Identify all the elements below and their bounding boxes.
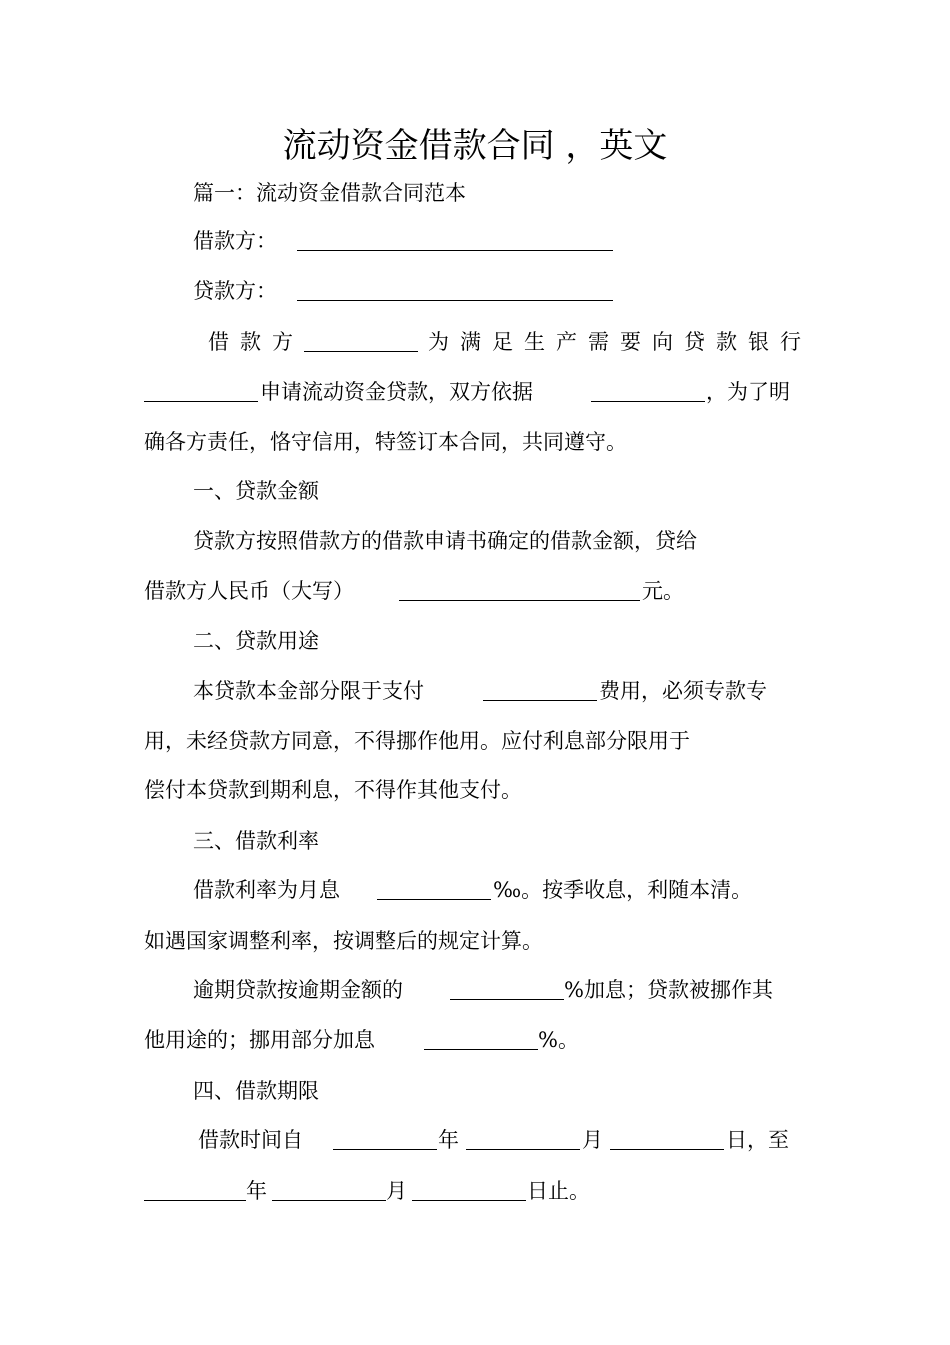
section3-line1b: ‰。按季收息，利随本清。 (493, 878, 753, 902)
section4-line1d: 日，至 (726, 1128, 789, 1152)
intro-text-b: 为满足生产需要向贷款银行 (428, 330, 812, 354)
borrower-label: 借款方： (193, 229, 277, 253)
section3-misuse-blank (424, 1027, 538, 1050)
intro-text-d: ，为了明 (706, 380, 790, 404)
lender-label: 贷款方： (193, 279, 277, 303)
borrower-blank (297, 228, 613, 251)
section4-line1c: 月 (582, 1128, 603, 1152)
section4-line2d: 日止。 (527, 1179, 590, 1203)
intro-blank-3 (591, 379, 705, 402)
section3-line1a: 借款利率为月息 (193, 878, 340, 902)
section3-line3b: %加息；贷款被挪作其 (564, 978, 773, 1002)
start-year-blank (333, 1127, 437, 1150)
intro-text-c: 申请流动资金贷款，双方依据 (260, 380, 533, 404)
section2-line1b: 费用，必须专款专 (599, 679, 767, 703)
section2-purpose-blank (483, 678, 597, 701)
section4-heading: 四、借款期限 (193, 1079, 319, 1103)
start-day-blank (610, 1127, 724, 1150)
intro-blank-1 (304, 329, 418, 352)
section1-line2b: 元。 (642, 579, 684, 603)
section4-line1a: 借款时间自 (198, 1128, 303, 1152)
section3-heading: 三、借款利率 (193, 829, 319, 853)
end-year-blank (144, 1178, 246, 1201)
section4-line2b: 年 (246, 1179, 267, 1203)
lender-blank (297, 278, 613, 301)
lender-line (193, 276, 277, 306)
start-month-blank (466, 1127, 580, 1150)
section2-line2: 用，未经贷款方同意，不得挪作他用。应付利息部分限用于 (144, 729, 690, 753)
section3-line4b: %。 (538, 1028, 579, 1052)
end-month-blank (272, 1178, 386, 1201)
section3-line3a: 逾期贷款按逾期金额的 (193, 978, 403, 1002)
section1-line2a: 借款方人民币（大写） (144, 579, 354, 603)
intro-blank-2 (144, 379, 258, 402)
section3-line2: 如遇国家调整利率，按调整后的规定计算。 (144, 929, 543, 953)
section3-rate-blank (377, 877, 491, 900)
section1-line1: 贷款方按照借款方的借款申请书确定的借款金额，贷给 (193, 529, 697, 553)
intro-text-e: 确各方责任，恪守信用，特签订本合同，共同遵守。 (144, 430, 627, 454)
intro-text-a: 借款方 (208, 330, 304, 354)
section3-overdue-blank (450, 977, 564, 1000)
subtitle: 篇一：流动资金借款合同范本 (193, 181, 466, 205)
end-day-blank (412, 1178, 526, 1201)
section4-line2c: 月 (386, 1179, 407, 1203)
borrower-line (193, 226, 277, 256)
section2-line3: 偿付本贷款到期利息，不得作其他支付。 (144, 778, 522, 802)
section1-heading: 一、贷款金额 (193, 479, 319, 503)
document-title: 流动资金借款合同 ，英文 (282, 126, 668, 166)
section2-line1a: 本贷款本金部分限于支付 (193, 679, 424, 703)
section4-line1b: 年 (438, 1128, 459, 1152)
section1-amount-blank (399, 578, 640, 601)
section3-line4a: 他用途的；挪用部分加息 (144, 1028, 375, 1052)
section2-heading: 二、贷款用途 (193, 629, 319, 653)
